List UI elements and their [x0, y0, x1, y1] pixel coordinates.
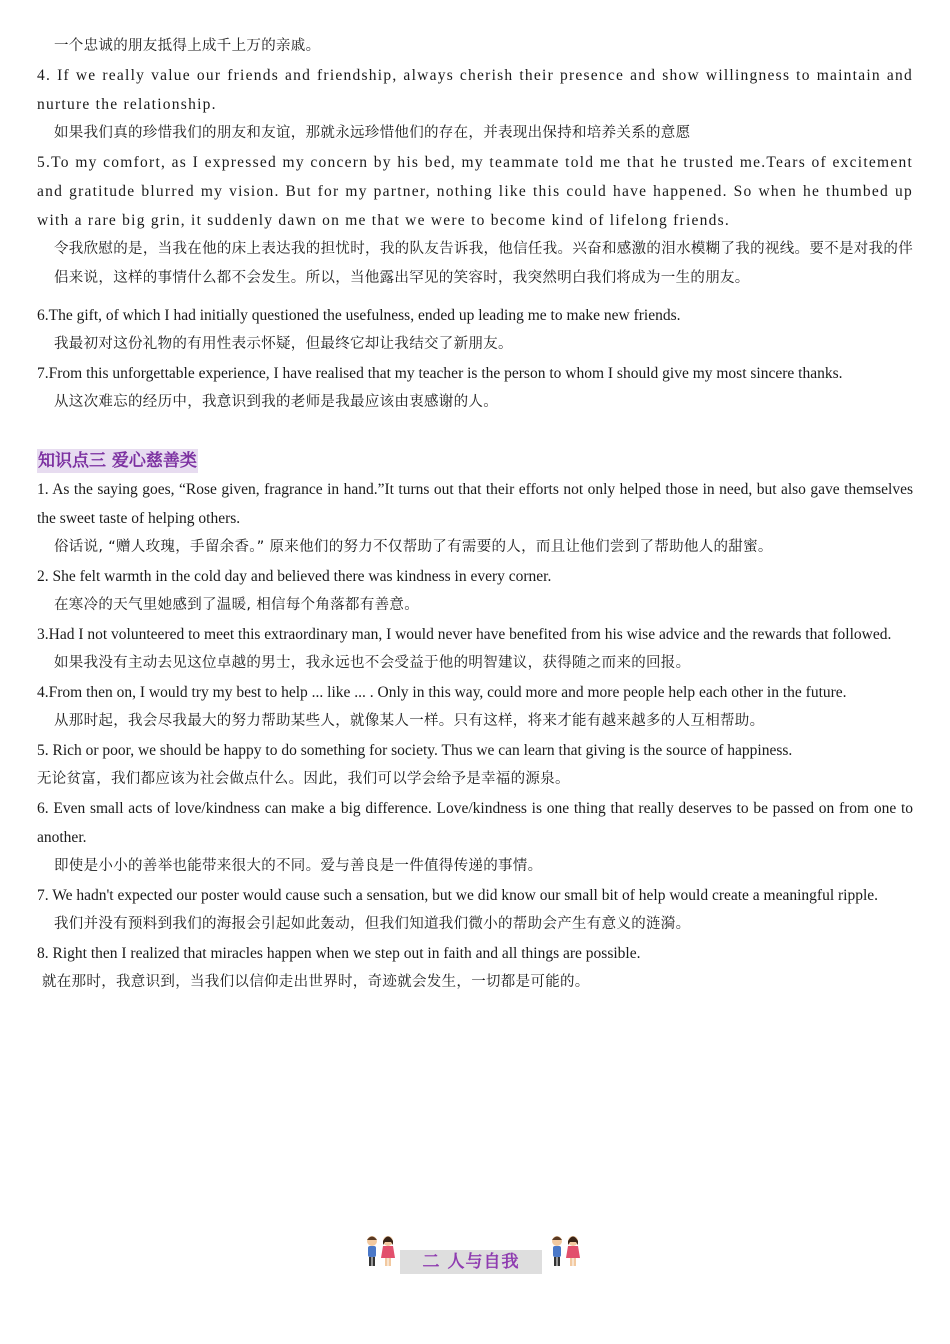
s3-cn-8: 就在那时，我意识到，当我们以信仰走出世界时，奇迹就会发生，一切都是可能的。 [42, 974, 590, 990]
footer-banner [0, 1232, 950, 1280]
s3-cn-1: 俗话说, “赠人玫瑰，手留余香。” 原来他们的努力不仅帮助了有需要的人，而且让他们尝到了帮助他人的甜蜜。 [54, 539, 773, 555]
cn-translation-5: 令我欣慰的是，当我在他的床上表达我的担忧时，我的队友告诉我，他信任我。兴奋和感激的泪水模糊了我的视线。要不是对我的伴侣来说，这样的事情什么都不会发生。所以，当他露出罕见的笑容时，我突然明白我们将成为一生的朋友。 [54, 241, 913, 286]
en-sentence-4: 4. If we really value our friends and friendship, always cherish their presence and show willingness to maintain and nurture the relationship. [37, 67, 913, 113]
section-title: 知识点三 爱心慈善类 [38, 451, 197, 471]
s3-cn-4: 从那时起，我会尽我最大的努力帮助某些人，就像某人一样。只有这样，将来才能有越来越多的人互相帮助。 [54, 713, 765, 729]
s3-cn-3: 如果我没有主动去见这位卓越的男士，我永远也不会受益于他的明智建议，获得随之而来的回报。 [54, 655, 691, 671]
s3-cn-2: 在寒冷的天气里她感到了温暖, 相信每个角落都有善意。 [54, 597, 420, 613]
s3-en-7: 7. We hadn't expected our poster would cause such a sensation, but we did know our small bit of help would create a meaningful ripple. [37, 887, 879, 904]
s3-en-6: 6. Even small acts of love/kindness can make a big difference. Love/kindness is one thing that really deserves to be passed on from one to another. [37, 800, 913, 846]
kids-cartoon-icon-left [360, 1232, 400, 1272]
s3-en-3: 3.Had I not volunteered to meet this extraordinary man, I would never have benefited from his wise advice and the rewards that followed. [37, 626, 892, 643]
en-sentence-5: 5.To my comfort, as I expressed my concern by his bed, my teammate told me that he trusted me.Tears of excitement and gratitude blurred my vision. But for my partner, nothing like this could have happened. So when he thumbed up with a rare big grin, it suddenly dawn on me that we were to become kind of lifelong friends. [37, 154, 913, 229]
cn-translation-6: 我最初对这份礼物的有用性表示怀疑，但最终它却让我结交了新朋友。 [54, 336, 513, 352]
document-page [37, 32, 913, 997]
section-heading-wrap [37, 449, 913, 473]
en-sentence-7: 7.From this unforgettable experience, I have realised that my teacher is the person to whom I should give my most sincere thanks. [37, 365, 843, 382]
s3-en-2: 2. She felt warmth in the cold day and believed there was kindness in every corner. [37, 568, 552, 585]
s3-cn-5: 无论贫富，我们都应该为社会做点什么。因此，我们可以学会给予是幸福的源泉。 [37, 771, 570, 787]
footer-label: 二 人与自我 [400, 1250, 542, 1274]
en-sentence-6: 6.The gift, of which I had initially questioned the usefulness, ended up leading me to make new friends. [37, 307, 681, 324]
cn-line: 一个忠诚的朋友抵得上成千上万的亲戚。 [54, 38, 321, 54]
cn-translation-4: 如果我们真的珍惜我们的朋友和友谊，那就永远珍惜他们的存在，并表现出保持和培养关系的意愿 [54, 125, 691, 141]
s3-cn-6: 即使是小小的善举也能带来很大的不同。爱与善良是一件值得传递的事情。 [54, 858, 543, 874]
s3-en-5: 5. Rich or poor, we should be happy to do something for society. Thus we can learn that giving is the source of happiness. [37, 742, 793, 759]
kids-cartoon-icon-right [545, 1232, 585, 1272]
s3-en-4: 4.From then on, I would try my best to help ... like ... . Only in this way, could more and more people help each other in the future. [37, 684, 847, 701]
cn-translation-7: 从这次难忘的经历中，我意识到我的老师是我最应该由衷感谢的人。 [54, 394, 498, 410]
s3-en-8: 8. Right then I realized that miracles happen when we step out in faith and all things are possible. [37, 945, 641, 962]
s3-cn-7: 我们并没有预料到我们的海报会引起如此轰动，但我们知道我们微小的帮助会产生有意义的涟漪。 [54, 916, 691, 932]
s3-en-1: 1. As the saying goes, “Rose given, fragrance in hand.”It turns out that their efforts not only helped those in need, but also gave themselves the sweet taste of helping others. [37, 481, 913, 527]
